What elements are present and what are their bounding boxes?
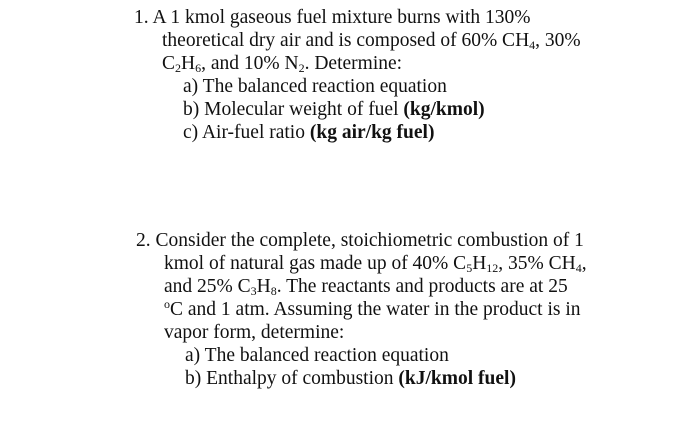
text-run: kmol of natural gas made up of 40% C (164, 253, 467, 274)
problem-1-item-b (134, 98, 654, 121)
problem-1-text: A 1 kmol gaseous fuel mixture burns with 130% (152, 7, 531, 28)
problem-2-text: Consider the complete, stoichiometric combustion of 1 (155, 230, 584, 251)
text-run: H (472, 253, 487, 274)
problem-1-number: 1. (134, 7, 149, 28)
problem-1-item-a (134, 75, 654, 98)
problem-2-item-a (136, 344, 656, 367)
item-text: b) Molecular weight of fuel (183, 99, 404, 120)
subscript: 2 (298, 61, 305, 75)
problem-2 (136, 229, 656, 390)
item-unit: (kJ/kmol fuel) (398, 368, 516, 389)
item-text: a) The balanced reaction equation (185, 345, 449, 366)
text-run: , (581, 253, 587, 274)
subscript: 2 (175, 61, 182, 75)
text-run: H (256, 276, 271, 297)
item-unit: (kg/kmol) (403, 99, 485, 120)
text-run: C and 1 atm. Assuming the water in the product is in (170, 299, 581, 320)
item-unit: (kg air/kg fuel) (309, 122, 435, 143)
item-text: a) The balanced reaction equation (183, 76, 447, 97)
problem-2-line-1 (136, 229, 656, 252)
text-run: , and 10% N (201, 53, 299, 74)
text-run: and 25% C (164, 276, 251, 297)
problem-1 (134, 6, 654, 144)
text-run: . Determine: (304, 53, 403, 74)
problem-1-item-c (134, 121, 654, 144)
problem-2-line-4 (136, 298, 656, 321)
problem-2-line-2 (136, 252, 656, 275)
problem-1-line-3 (134, 52, 654, 75)
problem-2-item-b (136, 367, 656, 390)
subscript: 4 (575, 261, 582, 275)
text-run: H (181, 53, 196, 74)
degree-superscript: o (164, 297, 170, 311)
subscript: 5 (466, 261, 473, 275)
item-text: c) Air-fuel ratio (183, 122, 310, 143)
subscript: 6 (195, 61, 202, 75)
text-run: theoretical dry air and is composed of 60% CH (162, 30, 530, 51)
subscript: 12 (486, 261, 499, 275)
text-run: vapor form, determine: (164, 322, 345, 343)
problem-1-line-1 (134, 6, 654, 29)
text-run: C (162, 53, 176, 74)
text-run: . The reactants and products are at 25 (276, 276, 568, 297)
subscript: 4 (529, 38, 536, 52)
text-run: , 35% CH (498, 253, 576, 274)
problem-2-number: 2. (136, 230, 151, 251)
problem-1-line-2 (134, 29, 654, 52)
item-text: b) Enthalpy of combustion (185, 368, 399, 389)
subscript: 3 (250, 284, 257, 298)
problem-2-line-5 (136, 321, 656, 344)
text-run: , 30% (535, 30, 581, 51)
subscript: 8 (270, 284, 277, 298)
problem-2-line-3 (136, 275, 656, 298)
